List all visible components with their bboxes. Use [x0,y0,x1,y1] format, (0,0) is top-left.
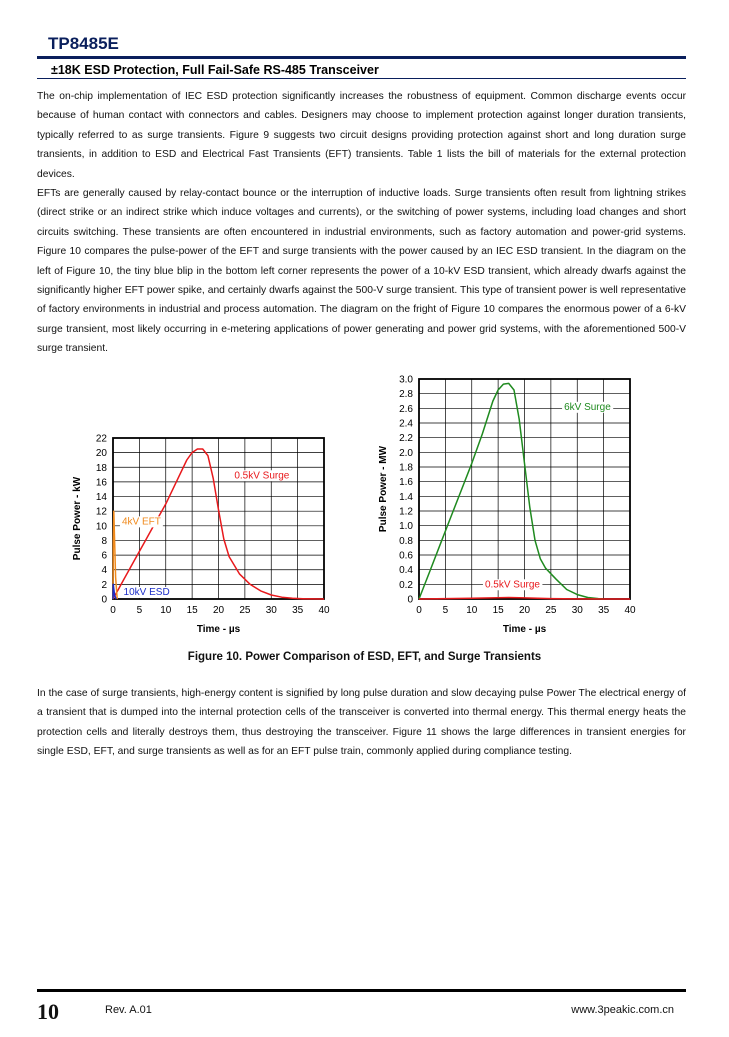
y-tick-label: 0.4 [399,565,413,577]
y-tick-label: 1.4 [399,491,413,503]
y-tick-label: 2.4 [399,418,413,430]
page-number: 10 [37,999,59,1024]
y-tick-label: 12 [95,506,107,518]
y-tick-label: 2.8 [399,389,413,401]
x-axis-label: Time - µs [196,624,241,635]
x-tick-label: 0 [416,605,422,616]
y-tick-label: 2 [101,579,107,591]
document-subtitle: ±18K ESD Protection, Full Fail-Safe RS-485 Transceiver [51,63,379,77]
y-axis-label: Pulse Power - MW [378,445,389,533]
y-tick-label: 8 [101,535,107,547]
series-label: 0.5kV Surge [484,579,540,591]
x-tick-label: 5 [442,605,449,616]
y-tick-label: 3.0 [399,374,413,386]
series-label: 10kV ESD [123,586,170,598]
x-tick-label: 30 [265,605,277,616]
footer-rule [37,989,686,992]
y-tick-label: 16 [95,477,107,489]
part-number: TP8485E [48,34,119,53]
y-tick-label: 18 [95,462,107,474]
y-tick-label: 14 [95,492,107,504]
y-tick-label: 4 [101,565,107,577]
chart-left-kw [72,434,330,636]
y-tick-label: 0.8 [399,535,413,547]
x-tick-label: 20 [212,605,225,616]
paragraph-esd-protection: The on-chip implementation of IEC ESD protection significantly increases the robustness of equipment. Common discharge events occur because of human contact with connectors and cables. Designers may choose to implement protection against longer duration transients, typically referred to as surge transients. Figure 9 suggests two circuit designs providing protection against short and long duration surge transients, in addition to ESD and Electrical Fast Transients (EFT) transients. Table 1 lists the bill of materials for the external protection devices. [37,91,686,180]
y-tick-label: 1.2 [399,506,413,518]
series-line [419,383,604,599]
x-tick-label: 25 [239,605,251,616]
x-tick-label: 5 [136,605,143,616]
x-tick-label: 40 [624,605,636,616]
paragraph-eft-surge: EFTs are generally caused by relay-contact bounce or the interruption of inductive loads. Surge transients often result from lightning strikes (direct strike or an indirect strike which induce voltages and currents), or the switching of power systems, including load changes and short circuits switching. These transients are often encountered in industrial environments, such as factory automation and power-grid systems. Figure 10 compares the pulse-power of the EFT and surge transients with the power caused by an IEC ESD transient. In the diagram on the left of Figure 10, the tiny blue blip in the bottom left corner represents the power of a 10-kV ESD transient, which already dwarfs against the significantly higher EFT power spike, and certainly dwarfs against the 500-V surge transient. This type of transient power is well representative of factory environments in industrial and process automation. The diagram on the fright of Figure 10 compares the enormous power of a 6-kV surge transient, most likely occurring in e-metering applications of power generating and power grid systems, with the aforementioned 500-V surge transient. [37,188,686,355]
series-label: 4kV EFT [121,516,161,528]
header-rule [37,56,686,59]
website: www.3peakic.com.cn [571,1004,674,1016]
x-tick-label: 30 [571,605,583,616]
x-tick-label: 10 [466,605,478,616]
revision: Rev. A.01 [105,1004,152,1016]
x-tick-label: 40 [318,605,330,616]
y-axis-label: Pulse Power - kW [72,476,83,561]
y-tick-label: 20 [95,448,107,460]
y-tick-label: 1.6 [399,477,413,489]
chart-right-mw [378,375,636,636]
paragraph-surge-energy: In the case of surge transients, high-energy content is signified by long pulse duration and slow decaying pulse Power The electrical energy of a transient that is dumped into the internal protection cells of the transceiver is converted into thermal energy. This thermal energy heats the protection cells and literally destroys them, thus destroying the transceiver. Figure 11 shows the large differences in transient energies for single ESD, EFT, and surge transients as well as for an EFT pulse train, commonly applied during compliance testing. [37,688,686,758]
y-tick-label: 1.0 [399,521,413,533]
x-tick-label: 35 [292,605,304,616]
x-tick-label: 15 [186,605,198,616]
y-tick-label: 1.8 [399,462,413,474]
y-tick-label: 0 [101,594,107,606]
y-tick-label: 0.2 [399,579,413,591]
y-tick-label: 0.6 [399,550,413,562]
x-axis-label: Time - µs [502,624,547,635]
x-tick-label: 25 [545,605,557,616]
y-tick-label: 2.6 [399,403,413,415]
figure-10-charts [0,365,729,645]
x-tick-label: 10 [160,605,172,616]
x-tick-label: 0 [110,605,116,616]
y-tick-label: 0 [407,594,413,606]
series-label: 6kV Surge [564,401,611,413]
x-tick-label: 35 [598,605,610,616]
y-tick-label: 2.2 [399,433,413,445]
y-tick-label: 2.0 [399,447,413,459]
figure-caption: Figure 10. Power Comparison of ESD, EFT, and Surge Transients [187,651,542,663]
x-tick-label: 15 [492,605,504,616]
y-tick-label: 22 [95,433,107,445]
x-tick-label: 20 [518,605,531,616]
y-tick-label: 6 [101,550,107,562]
series-label: 0.5kV Surge [234,470,290,482]
subtitle-rule [37,78,686,79]
y-tick-label: 10 [95,521,107,533]
